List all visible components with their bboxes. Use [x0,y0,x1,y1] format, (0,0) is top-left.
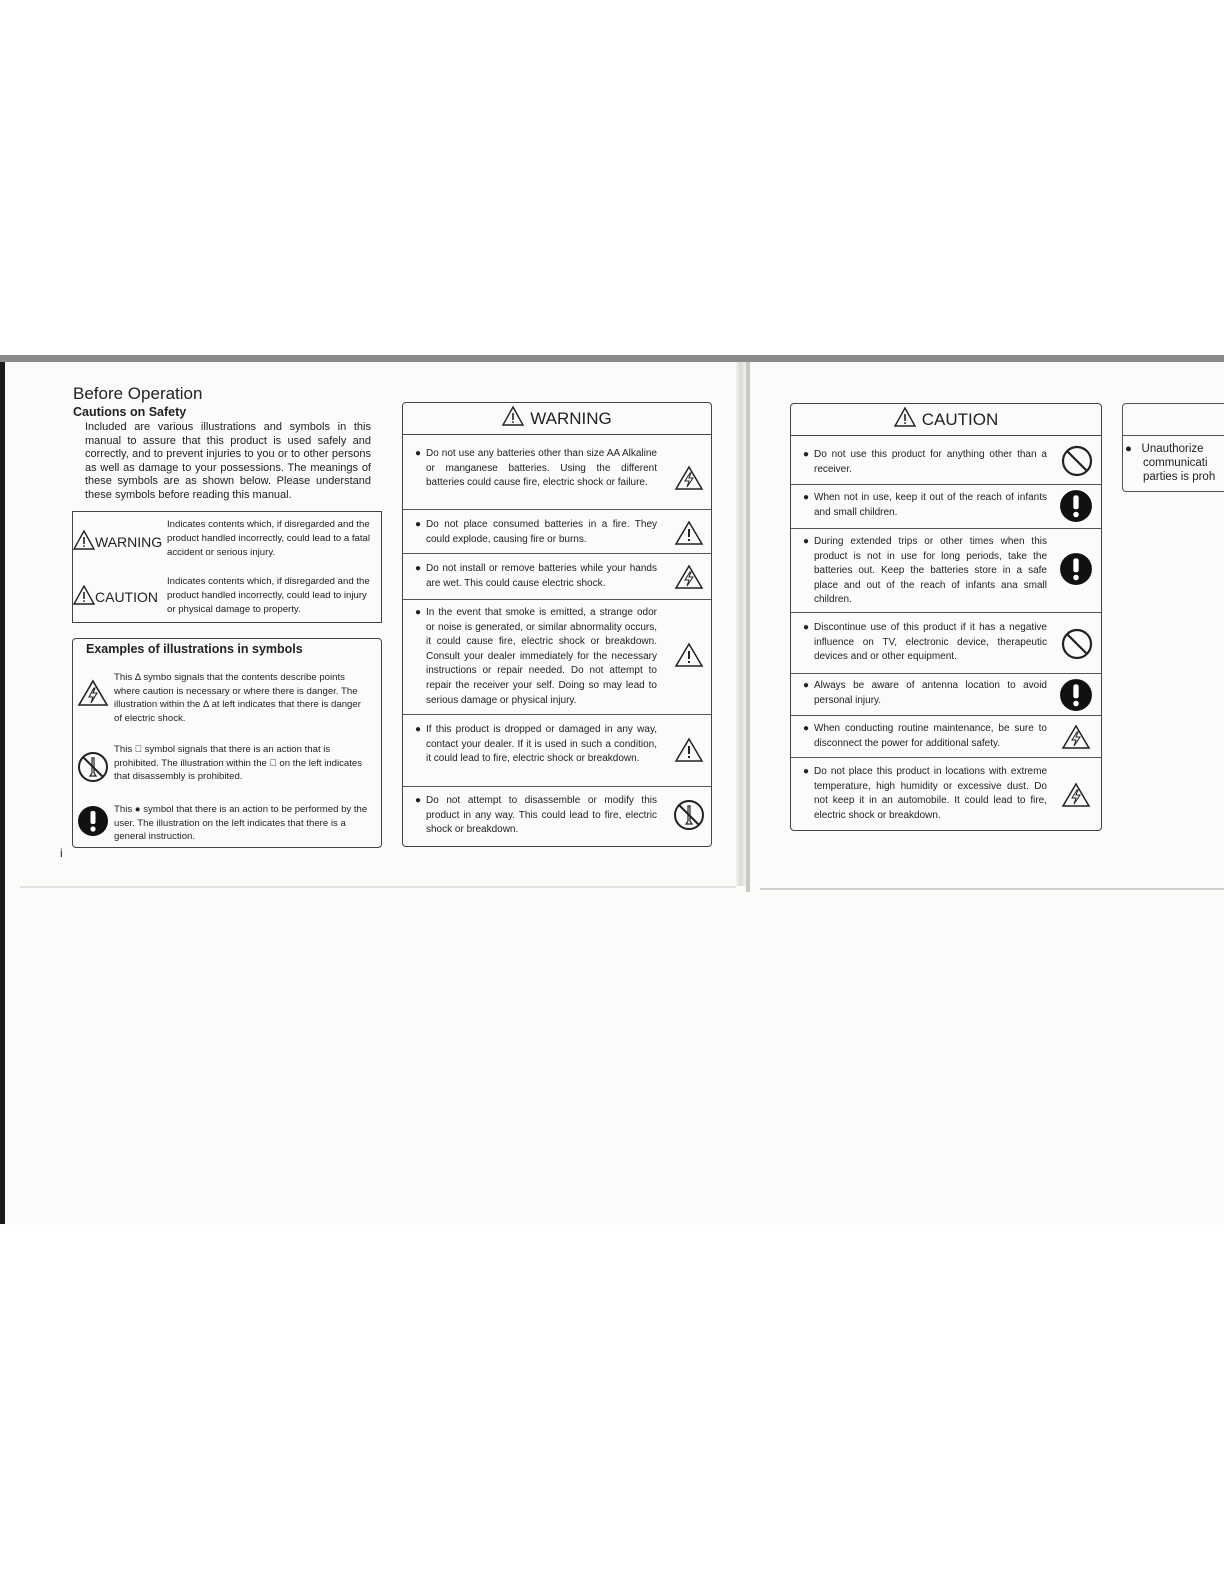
caution-item: ● When conducting routine maintenance, be sure to disconnect the power for additional safety. [791,716,1101,758]
page-title: Before Operation [73,384,203,403]
caution-triangle-icon [73,585,95,608]
no-disassembly-icon [77,751,109,788]
left-page-bottom-edge [20,886,736,888]
symbol-examples [72,638,382,848]
warning-panel [402,402,712,847]
next-panel-cropped [1122,403,1224,492]
caution-triangle-icon [894,407,916,432]
example-caution: This Δ symbo signals that the contents describe points where caution is necessary or where there is danger. The illustration within the Δ at left indicates that there is danger of electric shock. [73,671,381,731]
no-disassembly-icon [673,799,705,836]
prohibited-icon [1061,445,1093,482]
warning-item: ● Do not attempt to disassemble or modify this product in any way. This could lead to fire, electric shock or breakdown. [403,787,711,845]
page-number: i [60,846,63,860]
intro-paragraph: Included are various illustrations and symbols in this manual to assure that this product is used safely and correctly, and to prevent injuries to you or to other persons as well as damage to your possessions. The meanings of these symbols are as shown below. Please understand these symbols before reading this manual. [85,421,371,501]
mandatory-action-icon [1059,678,1093,717]
legend-warning-label: WARNING [73,530,162,553]
warning-triangle-icon [73,530,95,553]
right-page-bottom-edge [760,888,1224,890]
caution-item: ● Always be aware of antenna location to avoid personal injury. [791,674,1101,716]
electric-shock-icon [1061,782,1091,813]
caution-item: ● Discontinue use of this product if it has a negative influence on TV, electronic device, therapeutic devices and or other equipment. [791,613,1101,674]
caution-panel [790,403,1102,831]
warning-item: ● In the event that smoke is emitted, a strange odor or noise is generated, or similar abnormality occurs, it could cause fire, electric shock or breakdown. Consult your dealer immediately for the necessary instructions or repair needed. Do not attempt to repair the receiver your self. Doing so may lead to serious damage or physical injury. [403,600,711,715]
legend-caution-row [73,575,381,621]
warning-item: ● Do not install or remove batteries while your hands are wet. This could cause electric shock. [403,554,711,600]
mandatory-action-icon [1059,552,1093,591]
prohibited-icon [1061,628,1093,665]
general-caution-icon [674,642,704,673]
mandatory-action-icon [1059,489,1093,528]
warning-item: ● Do not use any batteries other than size AA Alkaline or manganese batteries. Using the different batteries could cause fire, electric shock or failure. [403,435,711,510]
examples-title: Examples of illustrations in symbols [86,642,303,656]
warning-item: ● Do not place consumed batteries in a fire. They could explode, causing fire or burns. [403,510,711,554]
warning-triangle-icon [502,406,524,431]
next-panel-header [1123,404,1224,436]
scan-left-edge [0,362,5,1224]
caution-panel-header: CAUTION [791,404,1101,436]
caution-item: ● Do not place this product in locations with extreme temperature, high humidity or excessive dust. Do not keep it in an automobile. It could lead to fire, electric shock or breakdown. [791,758,1101,829]
warning-panel-header: WARNING [403,403,711,435]
next-panel-text: ● Unauthorize communicati parties is proh [1125,443,1216,484]
electric-shock-icon [674,564,704,595]
legend-warning-row [73,518,381,564]
caution-item: ● When not in use, keep it out of the reach of infants and small children. [791,485,1101,529]
example-mandatory: This ● symbol that there is an action to be performed by the user. The illustration on the left indicates that there is a general instruction. [73,803,381,847]
example-prohibited: This ⃠ symbol signals that there is an action that is prohibited. The illustration within the ⃠ on the left indicates that disassembly is prohibited. [73,743,381,793]
legend-caution-desc: Indicates contents which, if disregarded and the product handled incorrectly, could lead to injury or physical damage to property. [167,576,370,615]
caution-item: ● Do not use this product for anything other than a receiver. [791,436,1101,485]
caution-item: ● During extended trips or other times when this product is not in use for long periods, take the batteries out. Keep the batteries store in a safe place and out of the reach of infants ana small children. [791,529,1101,613]
electric-shock-icon [1061,724,1091,755]
caution-shock-icon [77,679,109,712]
book-spine [736,362,746,886]
warning-item: ● If this product is dropped or damaged in any way, contact your dealer. If it is used in such a condition, it could lead to fire, electric shock or breakdown. [403,715,711,787]
scan-top-edge [0,355,1224,362]
legend-caution-label: CAUTION [73,585,158,608]
section-subtitle: Cautions on Safety [73,405,187,419]
book-spine-shadow [746,362,750,892]
legend-warning-desc: Indicates contents which, if disregarded and the product handled incorrectly, could lead to a fatal accident or serious injury. [167,519,371,558]
electric-shock-icon [674,465,704,496]
mandatory-action-icon [77,805,109,842]
general-caution-icon [674,520,704,551]
symbol-legend [72,511,382,623]
general-caution-icon [674,737,704,768]
